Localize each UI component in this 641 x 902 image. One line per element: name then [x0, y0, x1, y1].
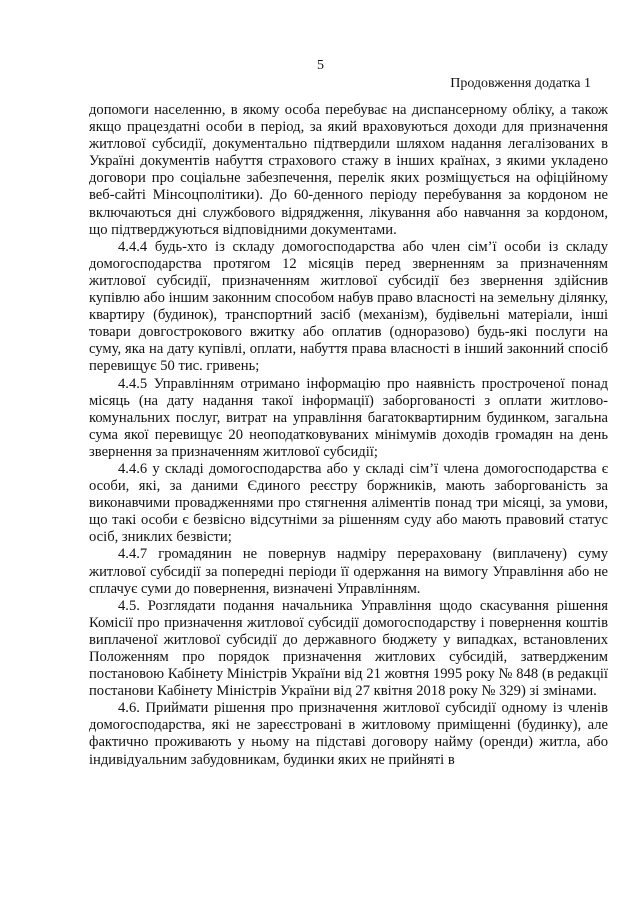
document-body	[89, 102, 608, 769]
paragraph-4-4-4: 4.4.4 будь-хто із складу домогосподарства або член сім’ї особи із складу домогосподарства протягом 12 місяців перед зверненням за призначенням житлової субсидії, призначенням житлової субсидії без звернення здійснив купівлю або іншим законним способом набув право власності на земельну ділянку, квартиру (будинок), транспортний засіб (механізм), будівельні матеріали, інші товари довгострокового вжитку або оплатив (одноразово) будь-які послуги на суму, яка на дату купівлі, оплати, набуття права власності в інший законний спосіб перевищує 50 тис. гривень;	[89, 238, 608, 375]
appendix-continuation-note: Продовження додатка 1	[450, 76, 591, 91]
paragraph-4-5: 4.5. Розглядати подання начальника Управління щодо скасування рішення Комісії про призначення житлової субсидії домогосподарству і повернення коштів виплаченої житлової субсидії до державного бюджету у випадках, встановлених Положенням про порядок призначення житлових субсидій, затвердженим постановою Кабінету Міністрів України від 21 жовтня 1995 року № 848 (в редакції постанови Кабінету Міністрів України від 27 квітня 2018 року № 329) зі змінами.	[89, 597, 608, 700]
paragraph-4-4-7: 4.4.7 громадянин не повернув надміру перераховану (виплачену) суму житлової субсидії за попередні періоди її одержання на вимогу Управління або не сплачує суми до повернення, визначені Управлінням.	[89, 546, 608, 597]
paragraph-4-4-5: 4.4.5 Управлінням отримано інформацію про наявність простроченої понад місяць (на дату надання такої інформації) заборгованості з оплати житлово-комунальних послуг, витрат на управління багатоквартирним будинком, загальна сума якої перевищує 20 неоподатковуваних мінімумів доходів громадян на день звернення за призначенням житлової субсидії;	[89, 375, 608, 460]
page-number: 5	[317, 58, 324, 73]
paragraph-4-4-6: 4.4.6 у складі домогосподарства або у складі сім’ї члена домогосподарства є особи, які, за даними Єдиного реєстру боржників, мають заборгованість за виконавчими провадженнями про стягнення аліментів понад три місяці, за умови, що такі особи є безвісно відсутніми за рішенням суду або мають правовий статус осіб, зниклих безвісти;	[89, 460, 608, 546]
paragraph-4-6: 4.6. Приймати рішення про призначення житлової субсидії одному із членів домогосподарства, які не зареєстровані в житловому приміщенні (будинку), але фактично проживають у ньому на підставі договору найму (оренди) житла, або індивідуальним забудовникам, будинки яких не прийняті в	[89, 700, 608, 768]
paragraph-continuation: допомоги населенню, в якому особа перебуває на диспансерному обліку, а також якщо працездатні особи в період, за який враховуються доходи для призначення житлової субсидії, документально підтвердили шляхом надання легалізованих в Україні документів набуття страхового стажу в інших країнах, з якими укладено договори про соціальне забезпечення, перелік яких розміщується на офіційному веб-сайті Мінсоцполітики). До 60-денного періоду перебування за кордоном не включаються дні службового відрядження, лікування або навчання за кордоном, що підтверджуються відповідними документами.	[89, 102, 608, 238]
